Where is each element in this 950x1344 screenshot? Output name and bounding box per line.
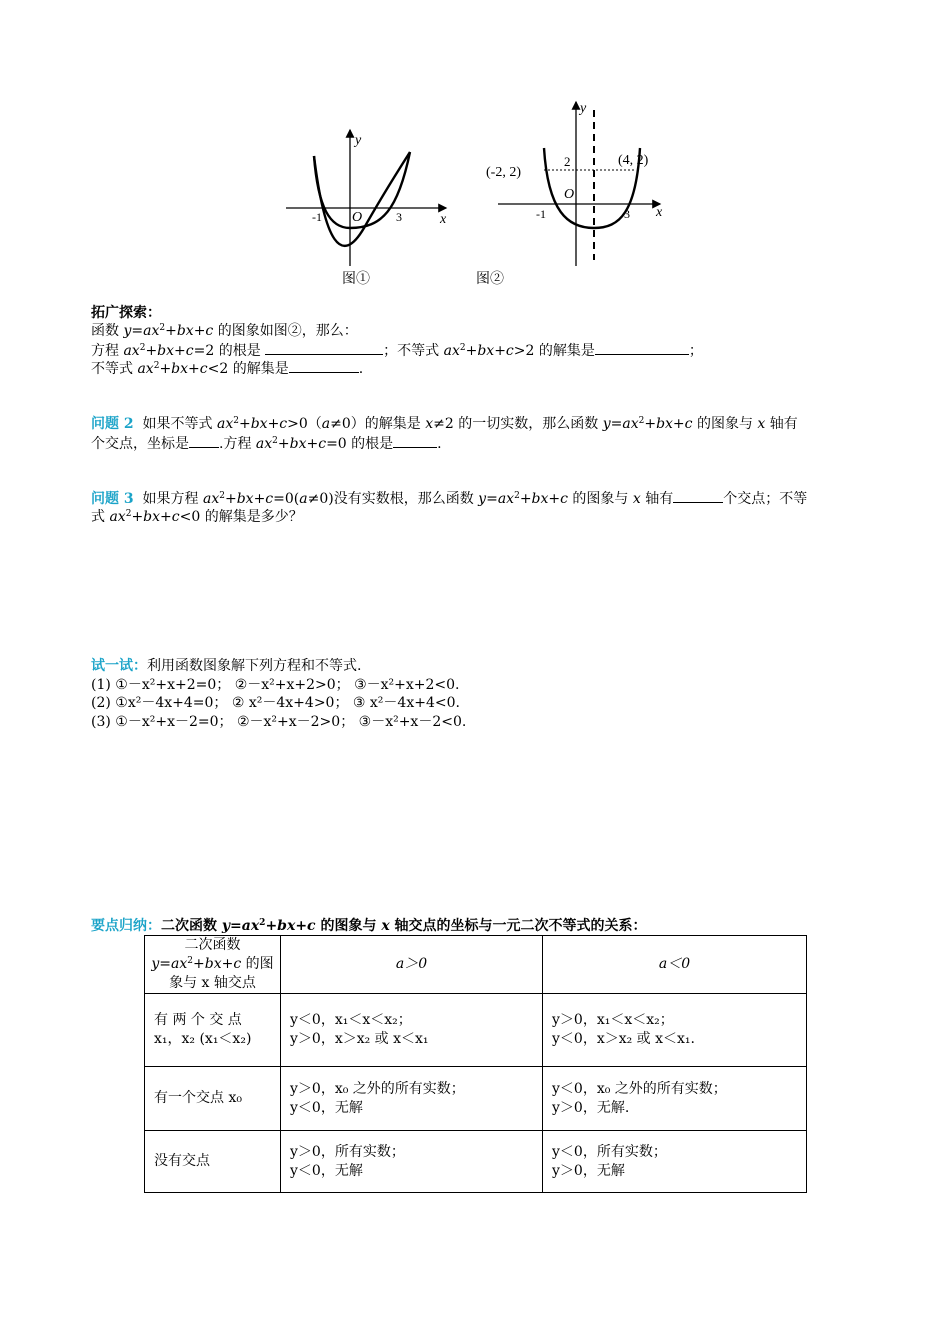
summary-label: 要点归纳： <box>91 918 161 934</box>
explore-title: 拓广探索： <box>91 305 161 321</box>
row-label-one-root: 有一个交点 x₀ <box>145 1067 281 1131</box>
header-a-negative: a＜0 <box>543 936 807 994</box>
figure-2-caption: 图② <box>476 271 504 287</box>
axis-y-label: y <box>355 133 362 148</box>
table-row <box>145 994 807 1067</box>
table-row <box>145 1067 807 1131</box>
row-cell-positive: y＞0，所有实数； y＜0，无解 <box>281 1131 543 1193</box>
row-cell-positive: y＜0，x₁＜x＜x₂； y＞0，x＞x₂ 或 x＜x₁ <box>281 994 543 1067</box>
try-label: 试一试： <box>91 658 147 674</box>
answer-blank[interactable] <box>189 434 219 448</box>
explore-line-3: 不等式 $ax^2+bx+c<2$ 的解集是 . <box>91 361 364 377</box>
origin-label: O <box>564 187 575 202</box>
question-3-label: 问题 3 <box>91 491 134 507</box>
summary-table <box>144 935 807 1193</box>
question-2-line-1: 问题 2 如果不等式 $ax^2+bx+c>0(a\ne 0)$的解集是 x≠2 的一切实数，那么函数 $y=ax^2+bx+c$ 的图象与 x 轴有 <box>91 416 798 432</box>
row-cell-positive: y＞0，x₀ 之外的所有实数； y＜0，无解 <box>281 1067 543 1131</box>
figure-1-caption: 图① <box>342 271 370 287</box>
row-cell-negative: y＞0，x₁＜x＜x₂； y＜0，x＞x₂ 或 x＜x₁. <box>543 994 807 1067</box>
try-row-3: (3) ①－x²+x－2=0； ②－x²+x－2>0； ③－x²+x－2<0. <box>91 714 467 730</box>
question-2-label: 问题 2 <box>91 416 134 432</box>
summary-title: 要点归纳：二次函数 $y=ax^2+bx+c$ 的图象与 x 轴交点的坐标与一元二次不等式的关系： <box>91 918 647 934</box>
header-function-cell: 二次函数 $y=ax^2+bx+c$ 的图 象与 x 轴交点 <box>145 936 281 994</box>
header-a-positive: a＞0 <box>281 936 543 994</box>
tick-right-label: 3 <box>396 210 402 224</box>
try-row-2: (2) ①x²－4x+4=0； ② x²－4x+4>0； ③ x²－4x+4<0. <box>91 695 460 711</box>
answer-blank[interactable] <box>265 341 383 355</box>
point-left-label: (-2, 2) <box>486 165 521 180</box>
answer-blank[interactable] <box>289 359 359 373</box>
origin-label: O <box>352 210 363 225</box>
explore-line-2: 方程 $ax^2+bx+c=2$ 的根是 ；不等式 $ax^2+bx+c>2$ 的解集是 ； <box>91 343 703 359</box>
table-row <box>145 1131 807 1193</box>
axis-y-label: y <box>580 101 587 116</box>
question-3-line-1: 问题 3 如果方程 $ax^2+bx+c=0(a\ne 0)$没有实数根，那么函数 $y=ax^2+bx+c$ 的图象与 x 轴有 个交点；不等 <box>91 491 808 507</box>
tick-left-label: -1 <box>536 207 546 221</box>
figure-1-graph <box>282 128 454 268</box>
axis-x-label: x <box>656 205 663 220</box>
answer-blank[interactable] <box>673 489 723 503</box>
question-3-line-2: 式 $ax^2+bx+c<0$ 的解集是多少？ <box>91 509 303 525</box>
tick-left-label: -1 <box>312 210 322 224</box>
axis-x-label: x <box>440 212 447 227</box>
point-right-label: (4, 2) <box>618 153 649 168</box>
explore-line-1: 函数 $y=ax^2+bx+c$ 的图象如图②，那么： <box>91 323 358 339</box>
try-row-1: (1) ①－x²+x+2=0； ②－x²+x+2>0； ③－x²+x+2<0. <box>91 677 460 693</box>
question-2-line-2: 个交点，坐标是 .方程 $ax^2+bx+c=0$ 的根是 . <box>91 436 442 452</box>
row-label-no-root: 没有交点 <box>145 1131 281 1193</box>
figure-2-graph <box>484 100 668 268</box>
y-tick-label: 2 <box>564 154 571 169</box>
row-cell-negative: y＜0，所有实数； y＞0，无解 <box>543 1131 807 1193</box>
try-intro: 试一试：利用函数图象解下列方程和不等式. <box>91 658 362 674</box>
row-cell-negative: y＜0，x₀ 之外的所有实数； y＞0，无解. <box>543 1067 807 1131</box>
table-header-row <box>145 936 807 994</box>
row-label-two-roots: 有 两 个 交 点 x₁，x₂ (x₁＜x₂) <box>145 994 281 1067</box>
answer-blank[interactable] <box>393 434 437 448</box>
answer-blank[interactable] <box>595 341 689 355</box>
tick-right-label: 3 <box>624 207 630 221</box>
